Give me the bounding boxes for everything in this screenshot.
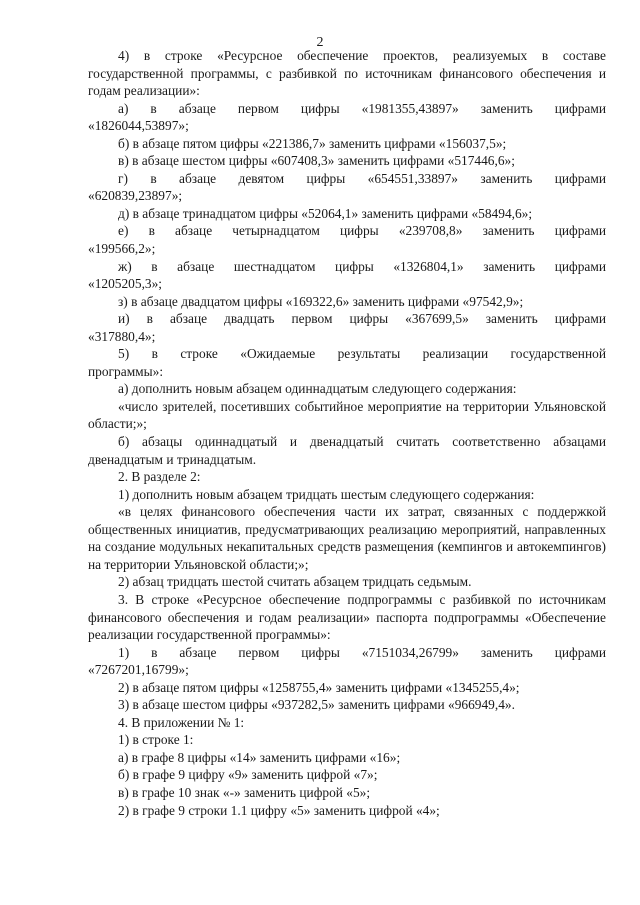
document-body [88, 47, 606, 819]
paragraph: 3. В строке «Ресурсное обеспечение подпрограммы с разбивкой по источникам финансового обеспечения и годам реализации» паспорта подпрограммы «Обеспечение реализации государственной программы»: [88, 591, 606, 643]
paragraph: «число зрителей, посетивших событийное мероприятие на территории Ульяновской области;»; [88, 398, 606, 432]
paragraph: и) в абзаце двадцать первом цифры «367699,5» заменить цифрами «317880,4»; [88, 311, 606, 344]
paragraph: б) в абзаце пятом цифры «221386,7» заменить цифрами «156037,5»; [118, 135, 507, 151]
paragraph: з) в абзаце двадцатом цифры «169322,6» заменить цифрами «97542,9»; [118, 293, 524, 309]
paragraph: 2) в абзаце пятом цифры «1258755,4» заменить цифрами «1345255,4»; [118, 679, 520, 695]
paragraph: б) абзацы одиннадцатый и двенадцатый считать соответственно абзацами двенадцатым и тринадцатым. [88, 434, 606, 467]
paragraph: 3) в абзаце шестом цифры «937282,5» заменить цифрами «966949,4». [118, 697, 515, 713]
paragraph: 2. В разделе 2: [118, 469, 201, 485]
paragraph: а) в абзаце первом цифры «1981355,43897» заменить цифрами «1826044,53897»; [88, 100, 606, 134]
paragraph: е) в абзаце четырнадцатом цифры «239708,8» заменить цифрами «199566,2»; [88, 223, 606, 257]
paragraph: 4. В приложении № 1: [118, 714, 245, 730]
paragraph: 1) в абзаце первом цифры «7151034,26799» заменить цифрами «7267201,16799»; [88, 644, 606, 678]
paragraph: д) в абзаце тринадцатом цифры «52064,1» заменить цифрами «58494,6»; [118, 205, 533, 221]
paragraph: ж) в абзаце шестнадцатом цифры «1326804,1» заменить цифрами «1205205,3»; [88, 258, 606, 292]
paragraph: в) в абзаце шестом цифры «607408,3» заменить цифрами «517446,6»; [118, 153, 515, 169]
paragraph: 2) абзац тридцать шестой считать абзацем тридцать седьмым. [118, 574, 472, 590]
paragraph: а) в графе 8 цифры «14» заменить цифрами «16»; [118, 749, 401, 765]
paragraph: 4) в строке «Ресурсное обеспечение проектов, реализуемых в составе государственной программы, с разбивкой по источникам финансового обеспечения и годам реализации»: [88, 48, 606, 99]
paragraph: б) в графе 9 цифру «9» заменить цифрой «7»; [118, 767, 378, 783]
paragraph: в) в графе 10 знак «-» заменить цифрой «5»; [118, 784, 371, 800]
page-number: 2 [316, 35, 324, 50]
paragraph: 1) в строке 1: [118, 732, 194, 748]
paragraph: г) в абзаце девятом цифры «654551,33897» заменить цифрами «620839,23897»; [88, 170, 606, 204]
paragraph: 5) в строке «Ожидаемые результаты реализации государственной программы»: [88, 346, 606, 379]
paragraph: а) дополнить новым абзацем одиннадцатым следующего содержания: [118, 381, 517, 397]
paragraph: «в целях финансового обеспечения части их затрат, связанных с поддержкой общественных инициатив, предусматривающих реализацию мероприятий, направленных на создание модульных некапитальных средств размещения (кемпингов и автокемпингов) на территории Ульяновской области;»; [88, 504, 606, 572]
paragraph: 2) в графе 9 строки 1.1 цифру «5» заменить цифрой «4»; [118, 802, 440, 818]
paragraph: 1) дополнить новым абзацем тридцать шестым следующего содержания: [118, 486, 535, 502]
